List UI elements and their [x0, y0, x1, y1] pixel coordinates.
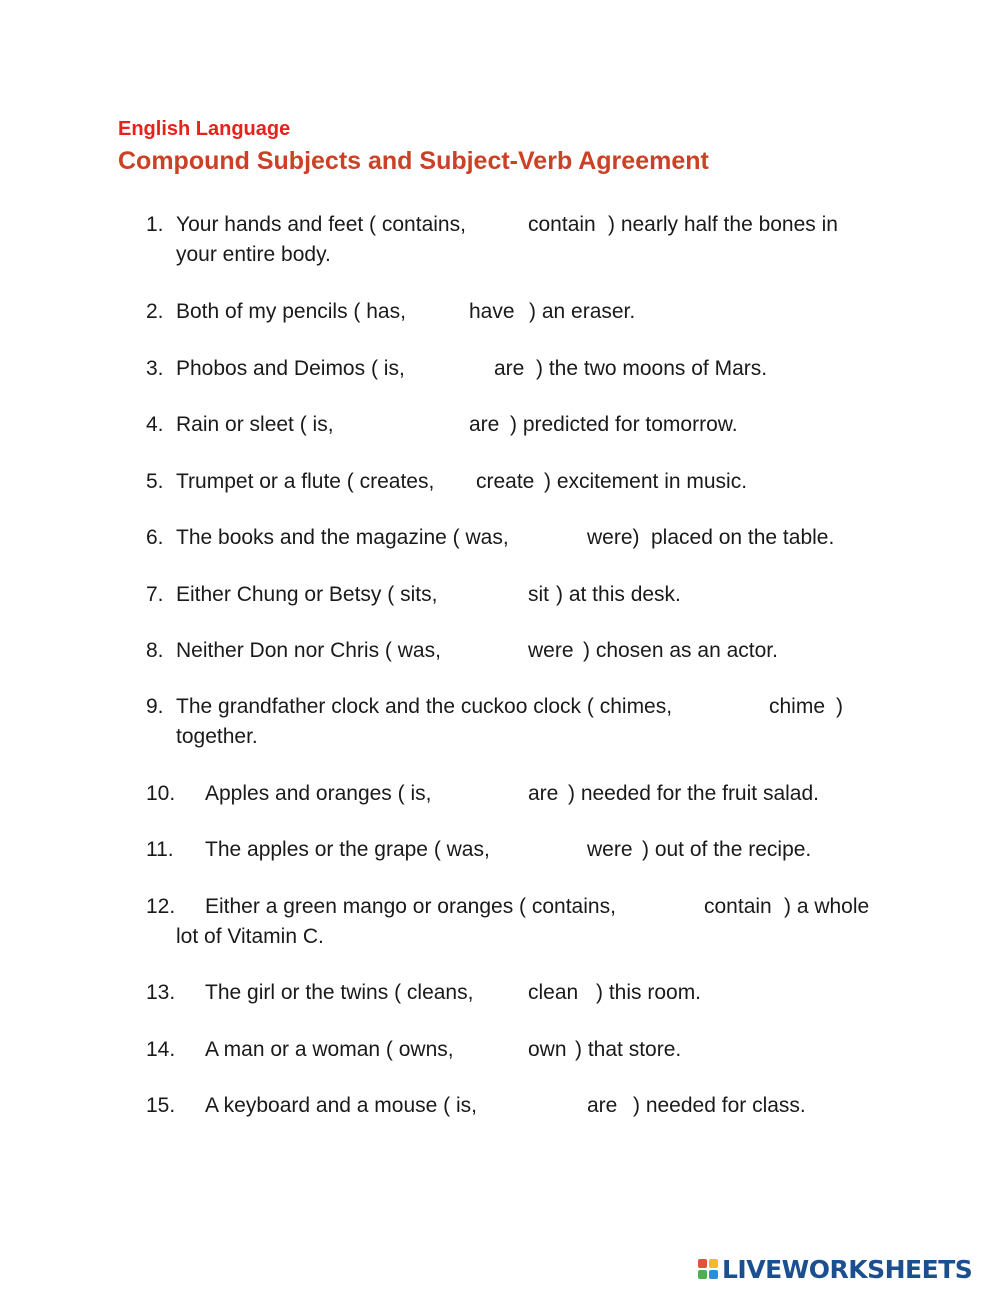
question-tail: )	[836, 695, 843, 718]
question-stem: Apples and oranges ( is,	[205, 782, 432, 805]
question-number: 5.	[146, 470, 164, 493]
question-stem: Either a green mango or oranges ( contains,	[205, 895, 616, 918]
logo-square	[709, 1270, 718, 1279]
question-tail: ) a whole	[784, 895, 870, 918]
answer-choice[interactable]: clean	[528, 981, 579, 1004]
question-tail: ) that store.	[575, 1038, 682, 1061]
question-tail: ) needed for class.	[633, 1094, 806, 1117]
answer-choice[interactable]: are	[528, 782, 559, 805]
question-number: 10.	[146, 782, 176, 805]
question-stem: The grandfather clock and the cuckoo clock ( chimes,	[176, 695, 673, 718]
question-number: 7.	[146, 583, 164, 606]
question-number: 2.	[146, 300, 164, 323]
answer-choice[interactable]: sit	[528, 583, 549, 606]
question-stem: The books and the magazine ( was,	[176, 526, 509, 549]
answer-choice[interactable]: were	[528, 639, 574, 662]
logo-text: LIVEWORKSHEETS	[722, 1254, 973, 1284]
question-number: 15.	[146, 1094, 176, 1117]
liveworksheets-logo[interactable]	[698, 1252, 972, 1286]
answer-choice[interactable]: were)	[587, 526, 640, 549]
question-stem: The apples or the grape ( was,	[205, 838, 490, 861]
question-tail: ) chosen as an actor.	[583, 639, 778, 662]
answer-choice[interactable]: contain	[704, 895, 772, 918]
question-tail: placed on the table.	[651, 526, 835, 549]
question-stem: Both of my pencils ( has,	[176, 300, 406, 323]
answer-choice[interactable]: are	[469, 413, 500, 436]
answer-choice[interactable]: contain	[528, 213, 596, 236]
logo-square	[698, 1259, 707, 1268]
question-tail: ) predicted for tomorrow.	[510, 413, 738, 436]
worksheet-title: Compound Subjects and Subject-Verb Agreement	[118, 147, 709, 175]
question-tail: ) excitement in music.	[544, 470, 748, 493]
answer-choice[interactable]: create	[476, 470, 535, 493]
question-tail: ) the two moons of Mars.	[536, 357, 768, 380]
question-stem: Neither Don nor Chris ( was,	[176, 639, 441, 662]
question-stem: A keyboard and a mouse ( is,	[205, 1094, 477, 1117]
question-stem: Either Chung or Betsy ( sits,	[176, 583, 438, 606]
question-number: 11.	[146, 838, 174, 861]
answer-choice[interactable]: have	[469, 300, 515, 323]
question-tail: ) out of the recipe.	[642, 838, 812, 861]
question-tail: ) nearly half the bones in	[608, 213, 838, 236]
question-number: 8.	[146, 639, 164, 662]
question-stem: Your hands and feet ( contains,	[176, 213, 466, 236]
question-number: 13.	[146, 981, 176, 1004]
question-number: 4.	[146, 413, 164, 436]
question-stem: Trumpet or a flute ( creates,	[176, 470, 435, 493]
question-tail: ) needed for the fruit salad.	[568, 782, 819, 805]
question-tail: ) at this desk.	[556, 583, 681, 606]
question-number: 12.	[146, 895, 176, 918]
question-number: 9.	[146, 695, 164, 718]
answer-choice[interactable]: were	[587, 838, 633, 861]
question-number: 3.	[146, 357, 164, 380]
question-number: 14.	[146, 1038, 176, 1061]
question-continuation: your entire body.	[176, 243, 331, 266]
logo-square	[698, 1270, 707, 1279]
answer-choice[interactable]: are	[587, 1094, 618, 1117]
question-continuation: together.	[176, 725, 258, 748]
question-stem: The girl or the twins ( cleans,	[205, 981, 474, 1004]
answer-choice[interactable]: chime	[769, 695, 826, 718]
question-stem: Rain or sleet ( is,	[176, 413, 334, 436]
logo-square	[709, 1259, 718, 1268]
question-tail: ) this room.	[596, 981, 702, 1004]
question-number: 1.	[146, 213, 164, 236]
question-stem: Phobos and Deimos ( is,	[176, 357, 405, 380]
answer-choice[interactable]: are	[494, 357, 525, 380]
logo-grid-icon	[698, 1259, 718, 1279]
question-number: 6.	[146, 526, 164, 549]
question-tail: ) an eraser.	[529, 300, 636, 323]
question-stem: A man or a woman ( owns,	[205, 1038, 454, 1061]
question-continuation: lot of Vitamin C.	[176, 925, 324, 948]
answer-choice[interactable]: own	[528, 1038, 567, 1061]
subject-label: English Language	[118, 118, 291, 140]
